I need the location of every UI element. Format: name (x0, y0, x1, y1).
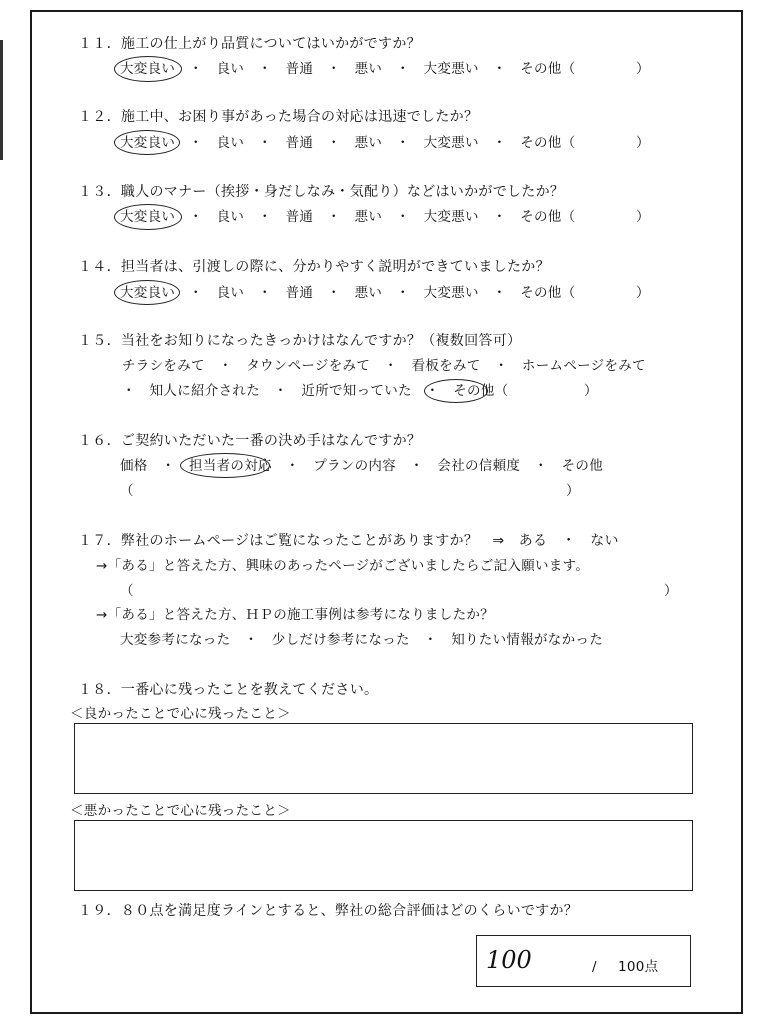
question-18: １８．一番心に残ったことを教えてください。 (78, 682, 379, 698)
question-17: １７．弊社のホームページはご覧になったことがありますか？ ⇒ ある ・ ない (78, 533, 619, 549)
answer-circle-12 (114, 130, 180, 155)
question-11-choices: 大変良い ・ 良い ・ 普通 ・ 悪い ・ 大変悪い ・ その他（ (120, 61, 576, 77)
question-16-close: ） (566, 483, 580, 499)
answer-circle-11 (114, 56, 182, 82)
question-13: １３．職人のマナー（挨拶・身だしなみ・気配り）などはいかがでしたか？ (78, 184, 565, 200)
question-15-line1: チラシをみて ・ タウンページをみて ・ 看板をみて ・ ホームページをみて (122, 358, 646, 374)
question-17-sub1: →「ある」と答えた方、興味のあったページがございましたらご記入願います。 (96, 558, 590, 574)
score-max: 100点 (618, 959, 659, 975)
scan-edge-mark (0, 40, 3, 160)
question-17-sub2: →「ある」と答えた方、ＨＰの施工事例は参考になりましたか？ (96, 607, 495, 623)
question-13-close: ） (636, 209, 650, 225)
question-16: １６．ご契約いただいた一番の決め手はなんですか？ (78, 433, 422, 449)
question-11: １１．施工の仕上がり品質についてはいかがですか？ (78, 36, 421, 52)
question-14-close: ） (636, 285, 650, 301)
question-19: １９．８０点を満足度ラインとすると、弊社の総合評価はどのくらいですか？ (78, 903, 579, 919)
question-15-close: ） (584, 383, 598, 399)
question-17-close: ） (664, 583, 678, 599)
question-16-open: （ (120, 483, 134, 499)
question-12-choices: 大変良い ・ 良い ・ 普通 ・ 悪い ・ 大変悪い ・ その他（ (120, 135, 576, 151)
question-12: １２．施工中、お困り事があった場合の対応は迅速でしたか？ (78, 109, 479, 125)
question-15: １５．当社をお知りになったきっかけはなんですか？（複数回答可） (78, 333, 522, 349)
question-17-line: 大変参考になった ・ 少しだけ参考になった ・ 知りたい情報がなかった (120, 632, 603, 648)
answer-circle-16 (180, 453, 270, 478)
good-memory-label: ＜良かったことで心に残ったこと＞ (70, 706, 291, 722)
question-13-choices: 大変良い ・ 良い ・ 普通 ・ 悪い ・ 大変悪い ・ その他（ (120, 209, 576, 225)
question-14: １４．担当者は、引渡しの際に、分かりやすく説明ができていましたか？ (78, 259, 550, 275)
answer-circle-13 (114, 204, 182, 230)
score-slash: / (592, 959, 597, 975)
question-15-line2: ・ 知人に紹介された ・ 近所で知っていた ・ その他（ (122, 383, 509, 399)
question-11-close: ） (636, 61, 650, 77)
question-14-choices: 大変良い ・ 良い ・ 普通 ・ 悪い ・ 大変悪い ・ その他（ (120, 285, 576, 301)
question-16-line1: 価格 ・ 担当者の対応 ・ プランの内容 ・ 会社の信頼度 ・ その他 (120, 458, 603, 474)
question-12-close: ） (636, 135, 650, 151)
answer-circle-14 (114, 280, 180, 305)
score-value: 100 (486, 946, 532, 974)
bad-memory-box[interactable] (74, 820, 693, 891)
question-17-open: （ (120, 583, 134, 599)
good-memory-box[interactable] (74, 723, 693, 794)
answer-circle-15 (424, 379, 488, 403)
bad-memory-label: ＜悪かったことで心に残ったこと＞ (70, 803, 291, 819)
